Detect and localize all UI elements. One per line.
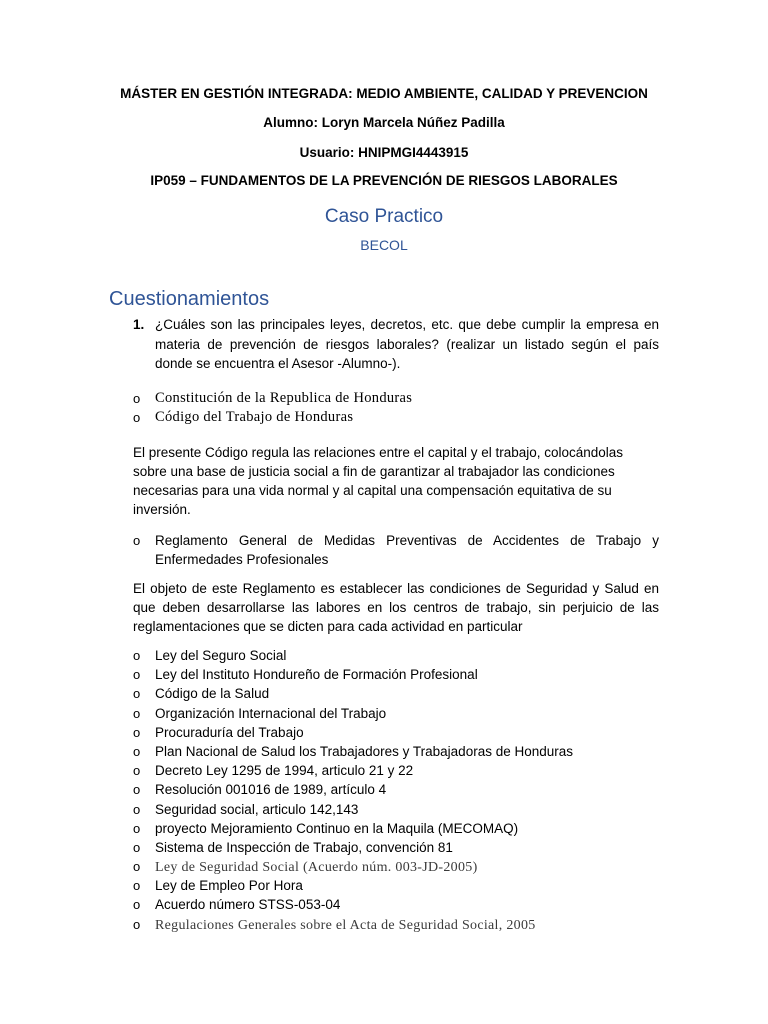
- bullet-marker: o: [133, 648, 141, 663]
- bullet-marker: o: [133, 533, 141, 548]
- list-item-text: Código del Trabajo de Honduras: [155, 409, 354, 425]
- master-title: MÁSTER EN GESTIÓN INTEGRADA: MEDIO AMBIENTE, CALIDAD Y PREVENCION: [120, 86, 648, 101]
- list-item-text: Sistema de Inspección de Trabajo, convención 81: [155, 839, 453, 855]
- bullet-marker: o: [133, 763, 141, 779]
- list-item: [133, 408, 659, 427]
- bullet-marker: o: [133, 667, 141, 683]
- list-item: [133, 665, 659, 684]
- list-item-text: Acuerdo número STSS-053-04: [155, 897, 341, 913]
- list-item: [133, 531, 659, 569]
- list-item: [133, 389, 659, 408]
- bullet-marker: o: [133, 410, 141, 425]
- student-name: Alumno: Loryn Marcela Núñez Padilla: [263, 115, 505, 130]
- list-item-text: proyecto Mejoramiento Continuo en la Maquila (MECOMAQ): [155, 820, 519, 836]
- list-item-text: Procuraduría del Trabajo: [155, 724, 304, 740]
- bullet-marker: o: [133, 878, 141, 894]
- list-item: [133, 800, 659, 819]
- list-item-text: Plan Nacional de Salud los Trabajadores y Trabajadoras de Honduras: [155, 743, 574, 759]
- bullet-marker: o: [133, 839, 141, 855]
- list-item: [133, 742, 659, 761]
- list-item: [133, 684, 659, 703]
- section-heading: Cuestionamientos: [109, 288, 270, 310]
- list-item-text: Seguridad social, articulo 142,143: [155, 801, 359, 817]
- list-item-text: Código de la Salud: [155, 686, 270, 702]
- paragraph-reglamento: El objeto de este Reglamento es establecer las condiciones de Seguridad y Salud en que deben desarrollarse las labores en los centros de trabajo, sin perjuicio de las reglamentaciones que se dicten para cada actividad en particular: [133, 581, 659, 634]
- bullet-marker: o: [133, 820, 141, 836]
- bullet-marker: o: [133, 391, 141, 406]
- question-text: ¿Cuáles son las principales leyes, decretos, etc. que debe cumplir la empresa en materia de prevención de riesgos laborales? (realizar un listado según el país donde se encuentra el Asesor -Alumno-).: [155, 317, 659, 371]
- list-item: [133, 646, 659, 665]
- list-item: [133, 857, 659, 876]
- list-item-text: Organización Internacional del Trabajo: [155, 705, 387, 721]
- list-item-text: Ley del Seguro Social: [155, 648, 287, 663]
- list-item-text: Ley de Seguridad Social (Acuerdo núm. 003-JD-2005): [155, 860, 478, 876]
- list-item: [133, 723, 659, 742]
- document-subtitle: BECOL: [360, 237, 408, 253]
- list-item: [133, 704, 659, 723]
- list-item: [133, 838, 659, 857]
- list-item-text: Ley de Empleo Por Hora: [155, 878, 303, 894]
- paragraph-codigo: El presente Código regula las relaciones entre el capital y el trabajo, colocándolas sobre una base de justicia social a fin de garantizar al trabajador las condiciones necesarias para una vida normal y al capital una compensación equitativa de su inversión.: [133, 445, 624, 517]
- bullet-marker: o: [133, 705, 141, 721]
- bullet-marker: o: [133, 743, 141, 759]
- bullet-marker: o: [133, 801, 141, 817]
- bullet-marker: o: [133, 724, 141, 740]
- list-item: [133, 819, 659, 838]
- document-title: Caso Practico: [324, 206, 444, 227]
- list-item: [133, 780, 659, 799]
- list-item: [133, 915, 659, 934]
- bullet-marker: o: [133, 859, 141, 875]
- list-item: [133, 895, 659, 914]
- list-item: [133, 761, 659, 780]
- list-item-text: Regulaciones Generales sobre el Acta de Seguridad Social, 2005: [155, 917, 536, 933]
- list-item-text: Constitución de la Republica de Honduras: [155, 390, 413, 406]
- list-item-text: Decreto Ley 1295 de 1994, articulo 21 y 22: [155, 763, 414, 779]
- list-item-text: Ley del Instituto Hondureño de Formación Profesional: [155, 667, 478, 683]
- question-item: [133, 315, 659, 374]
- bullet-marker: o: [133, 897, 141, 913]
- list-item-text: Resolución 001016 de 1989, artículo 4: [155, 782, 387, 798]
- law-list: [133, 646, 659, 934]
- bullet-marker: o: [133, 782, 141, 798]
- bullet-marker: o: [133, 916, 141, 932]
- list-item-text: Reglamento General de Medidas Preventivas de Accidentes de Trabajo y Enfermedades Profesionales: [155, 533, 659, 567]
- course-title: IP059 – FUNDAMENTOS DE LA PREVENCIÓN DE RIESGOS LABORALES: [150, 173, 618, 188]
- list-item: [133, 876, 659, 895]
- user-id: Usuario: HNIPMGI4443915: [299, 145, 469, 160]
- bullet-marker: o: [133, 686, 141, 702]
- question-number: 1.: [133, 317, 145, 332]
